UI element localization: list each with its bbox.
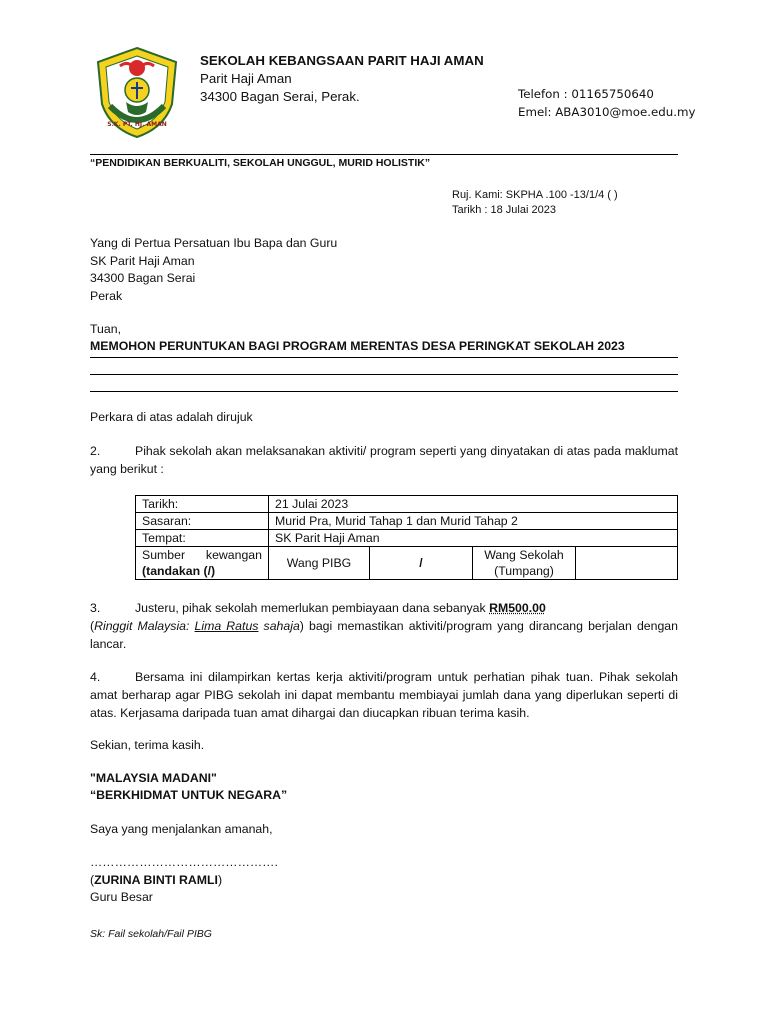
signer-title: Guru Besar [90,890,153,904]
signer-name-line [90,873,222,887]
amount-in-words-c: sahaja [258,619,300,633]
target-value: Murid Pra, Murid Tahap 1 dan Murid Tahap 2 [269,513,678,530]
paragraph-2-number: 2. [90,444,101,458]
venue-label: Tempat: [136,530,269,547]
slogan-berkhidmat: “BERKHIDMAT UNTUK NEGARA” [90,788,288,802]
signer-paren-close: ) [217,873,223,887]
school-name: SEKOLAH KEBANGSAAN PARIT HAJI AMAN [200,53,484,68]
option-pibg-label: Wang PIBG [269,547,370,580]
program-details-table [135,495,678,580]
paragraph-3-rest: ) bagi memastikan aktiviti/program yang dirancang berjalan dengan lancar. [90,619,678,651]
date-value: 21 Julai 2023 [269,496,678,513]
target-label: Sasaran: [136,513,269,530]
school-logo [92,44,182,140]
paragraph-4-number: 4. [90,670,101,684]
address-line-1: Parit Haji Aman [200,71,292,86]
amount-in-words-a: Ringgit Malaysia: [94,619,195,633]
requested-amount: RM500.00 [489,601,546,615]
funding-label-a: Sumber [142,548,186,562]
paragraph-3-number: 3. [90,601,101,615]
paragraph-3-text-a: Justeru, pihak sekolah memerlukan pembiayaan dana sebanyak [135,601,490,615]
table-row-date [136,496,678,513]
subject-rule-1 [90,357,678,358]
option-school-label [473,547,576,580]
paragraph-1: Perkara di atas adalah dirujuk [90,410,253,424]
paragraph-4 [90,668,678,722]
email-address: Emel: ABA3010@moe.edu.my [518,105,696,119]
table-row-funding [136,547,678,580]
option-school-mark [576,547,678,580]
salutation: Tuan, [90,322,121,336]
paragraph-2 [90,442,678,478]
funding-instruction: (tandakan (/) [142,564,216,578]
addressee-line-2: SK Parit Haji Aman [90,254,195,268]
amount-in-words-b: Lima Ratus [194,619,259,633]
letter-subject: MEMOHON PERUNTUKAN BAGI PROGRAM MERENTAS DESA PERINGKAT SEKOLAH 2023 [90,339,625,353]
signature-intro: Saya yang menjalankan amanah, [90,822,273,836]
address-line-2: 34300 Bagan Serai, Perak. [200,89,360,104]
venue-value: SK Parit Haji Aman [269,530,678,547]
logo-text: S.K. PT. HJ. AMAN [107,121,167,128]
table-row-venue [136,530,678,547]
slogan-malaysia-madani: "MALAYSIA MADANI" [90,771,217,785]
option-school-line-1: Wang Sekolah [484,548,564,562]
closing-line: Sekian, terima kasih. [90,738,205,752]
funding-label [136,547,269,580]
letter-date: Tarikh : 18 Julai 2023 [452,204,556,216]
paragraph-4-text: Bersama ini dilampirkan kertas kerja aktiviti/program untuk perhatian pihak tuan. Pihak sekolah amat berharap agar PIBG sekolah ini dapat membantu membiayai jumlah dana yang diperlukan seperti di atas. Kerjasama daripada tuan amat dihargai dan diucapkan ribuan terima kasih. [90,670,678,720]
school-motto: “PENDIDIKAN BERKUALITI, SEKOLAH UNGGUL, MURID HOLISTIK” [90,157,431,169]
date-label: Tarikh: [136,496,269,513]
paragraph-2-text: Pihak sekolah akan melaksanakan aktiviti/ program seperti yang dinyatakan di atas pada maklumat yang berikut : [90,444,678,476]
subject-rule-2 [90,374,678,375]
option-pibg-mark: / [370,547,473,580]
header-divider [90,154,678,155]
funding-label-b: kewangan [205,548,262,562]
carbon-copy: Sk: Fail sekolah/Fail PIBG [90,928,212,940]
signature-line: ………………………………………. [90,855,278,869]
signer-paren-open: ( [90,873,95,887]
paragraph-3 [90,599,678,653]
addressee-line-1: Yang di Pertua Persatuan Ibu Bapa dan Guru [90,236,338,250]
addressee-line-4: Perak [90,289,123,303]
phone-number: Telefon : 01165750640 [518,87,654,101]
signer-name: ZURINA BINTI RAMLI [94,873,218,887]
option-school-line-2: (Tumpang) [494,564,554,578]
subject-rule-3 [90,391,678,392]
reference-number: Ruj. Kami: SKPHA .100 -13/1/4 ( ) [452,189,618,201]
addressee-line-3: 34300 Bagan Serai [90,271,196,285]
paragraph-3-open: ( [90,619,95,633]
table-row-target [136,513,678,530]
